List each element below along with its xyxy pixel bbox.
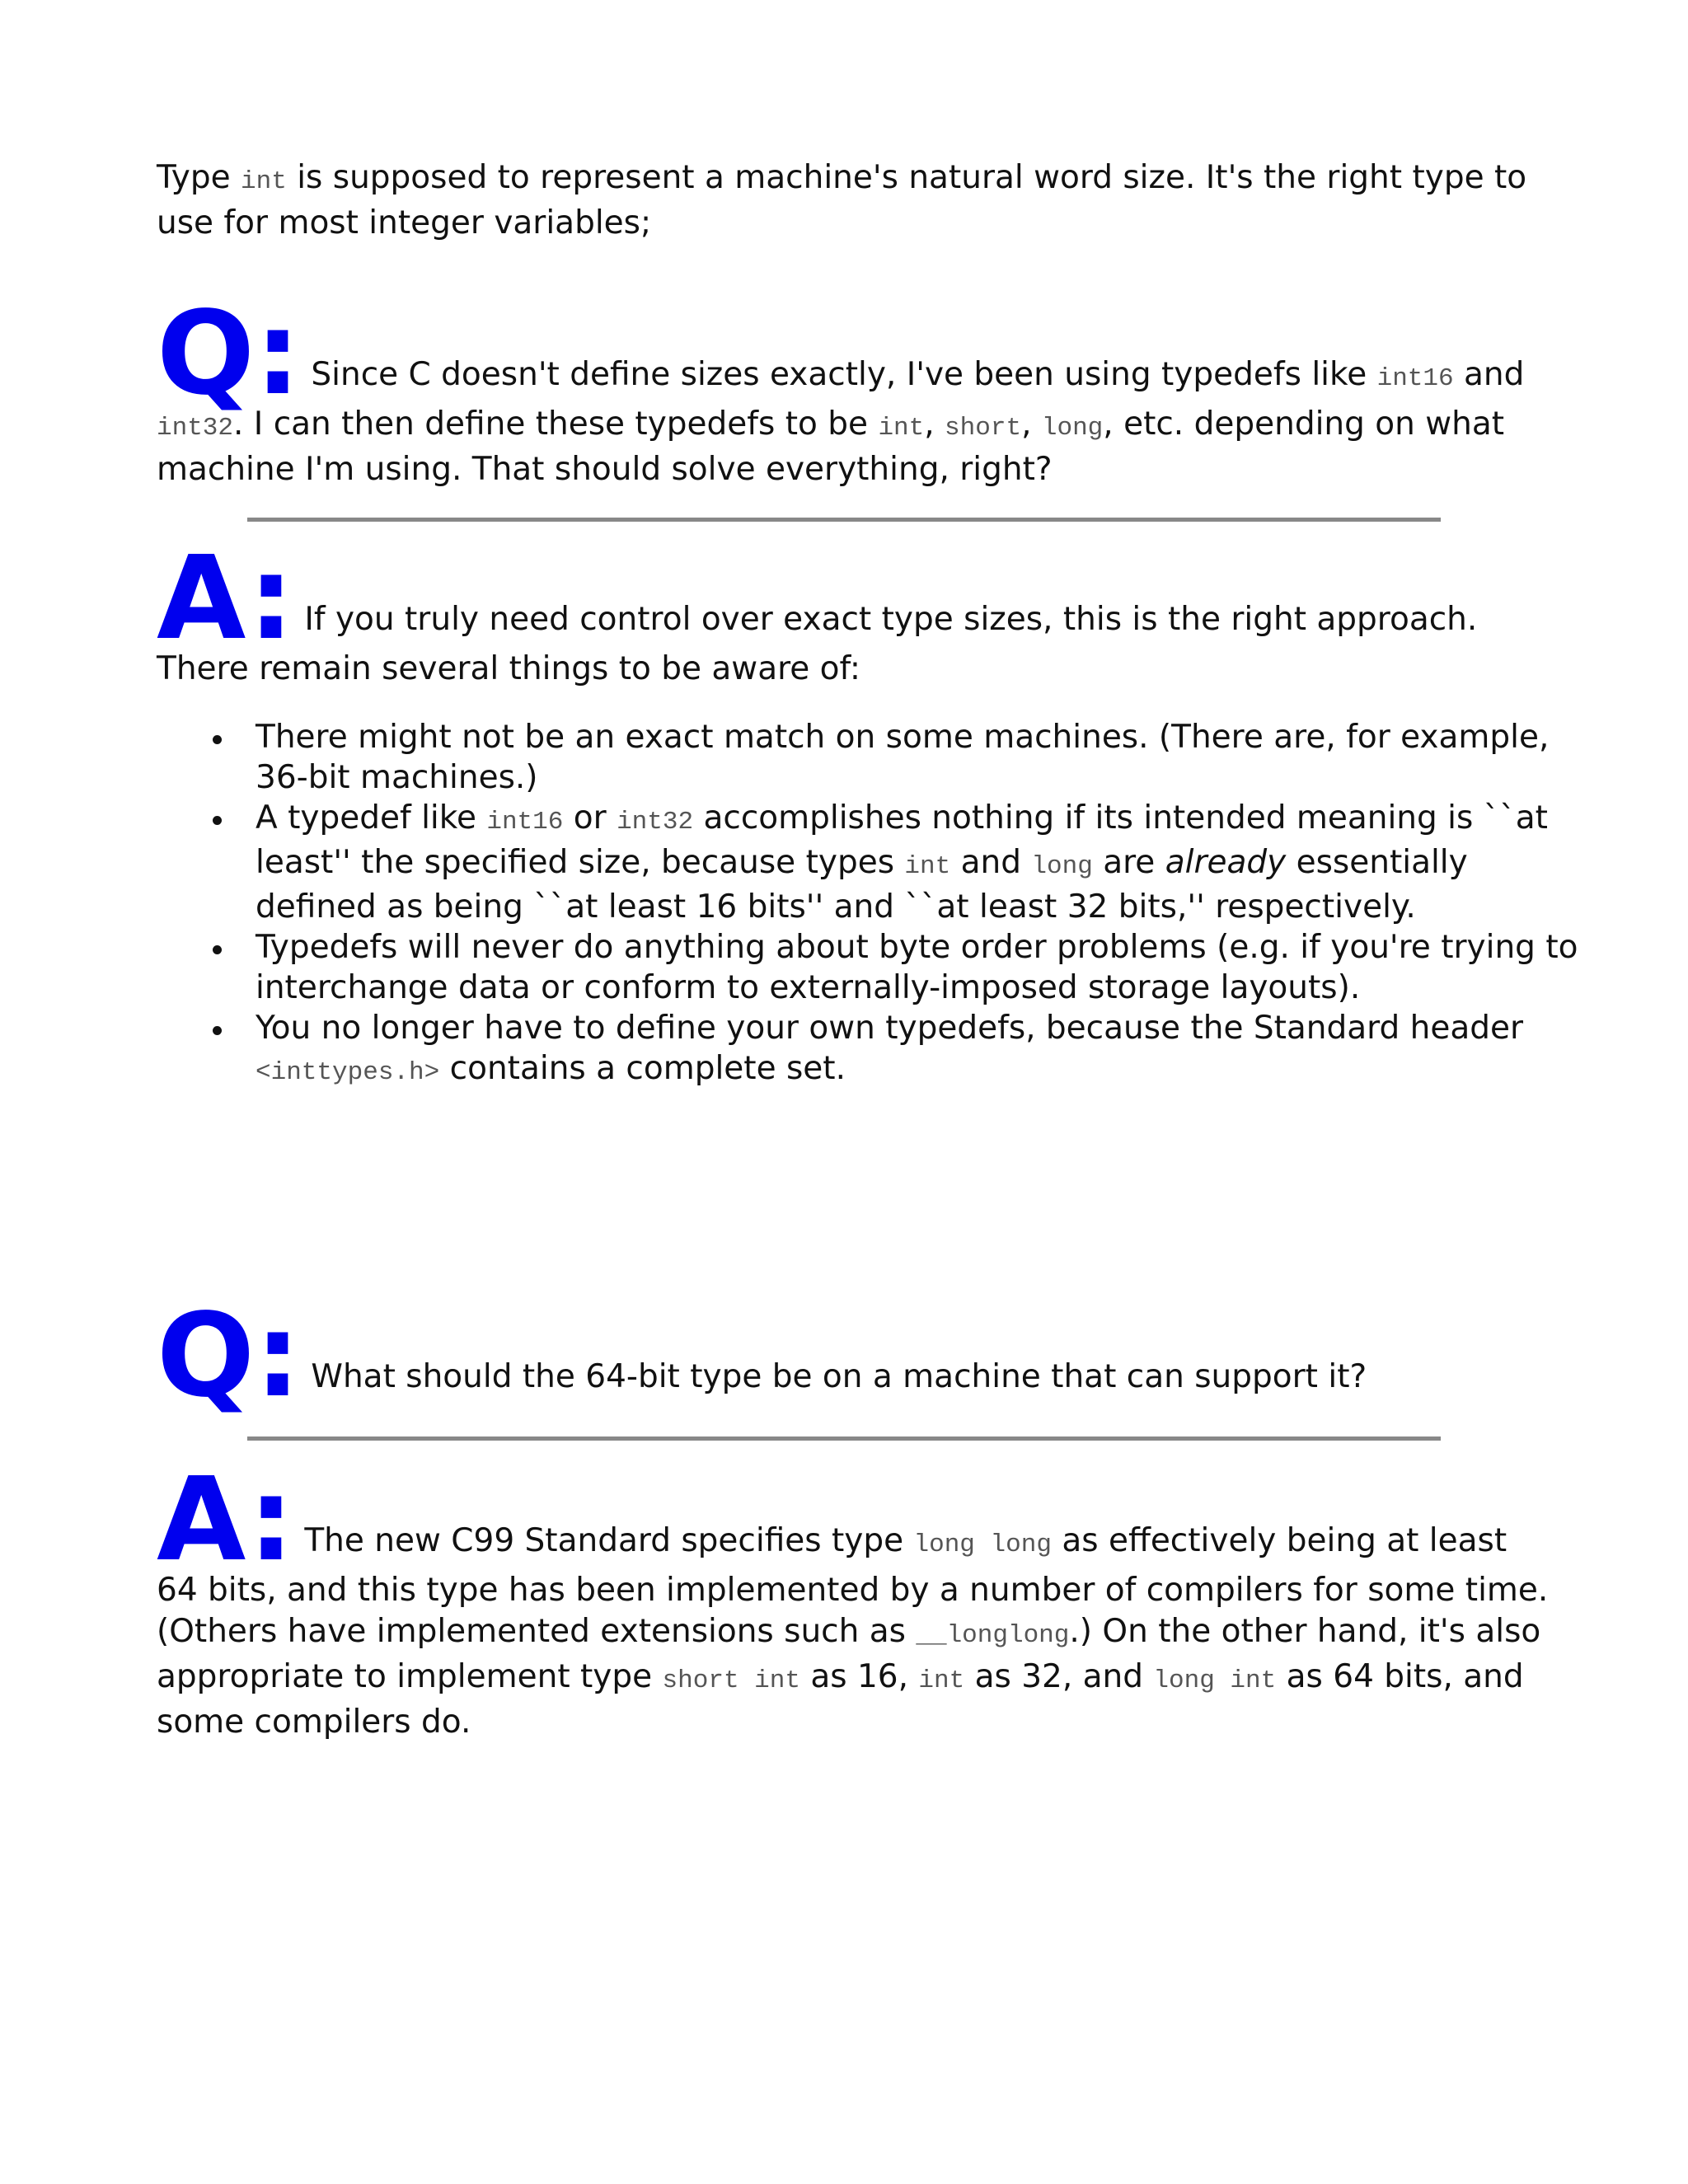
list-item: There might not be an exact match on some machines. (There are, for example, 36-bit machines.) — [256, 717, 1591, 798]
answer-1-bullet-list — [206, 717, 1591, 1093]
intro-paragraph: Type int is supposed to represent a machine's natural word size. It's the right type to use for most integer variables; — [157, 159, 1527, 241]
answer-1: A: If you truly need control over exact type sizes, this is the right approach. There remain several things to be aware of: — [157, 532, 1478, 687]
question-label: Q: — [157, 287, 301, 421]
question-1: Q: Since C doesn't define sizes exactly, I've been using typedefs like int16 and int32. I can then define these typedefs to be int, short, long, etc. depending on what machine I'm using. That should solve everything, right? — [157, 287, 1525, 488]
list-item: You no longer have to define your own typedefs, because the Standard header <inttypes.h> contains a complete set. — [256, 1008, 1591, 1093]
list-item: A typedef like int16 or int32 accomplishes nothing if its intended meaning is ``at least'' the specified size, because types int and long are already essentially defined as being ``at least 16 bits'' and ``at least 32 bits,'' respectively. — [256, 798, 1591, 927]
code-int: int — [240, 167, 287, 196]
list-item: Typedefs will never do anything about byte order problems (e.g. if you're trying to interchange data or conform to externally-imposed storage layouts). — [256, 927, 1591, 1008]
answer-label: A: — [157, 532, 294, 666]
question-2: Q: What should the 64-bit type be on a machine that can support it? — [157, 1289, 1367, 1423]
separator-rule — [247, 518, 1441, 522]
answer-2: A: The new C99 Standard specifies type long long as effectively being at least 64 bits, and this type has been implemented by a number of compilers for some time. (Others have implemented extensions such as __longlong.) On the other hand, it's also appropriate to implement type short int as 16, int as 32, and long int as 64 bits, and some compilers do. — [157, 1453, 1549, 1741]
question-label: Q: — [157, 1289, 301, 1423]
separator-rule — [247, 1436, 1441, 1441]
answer-label: A: — [157, 1453, 294, 1587]
